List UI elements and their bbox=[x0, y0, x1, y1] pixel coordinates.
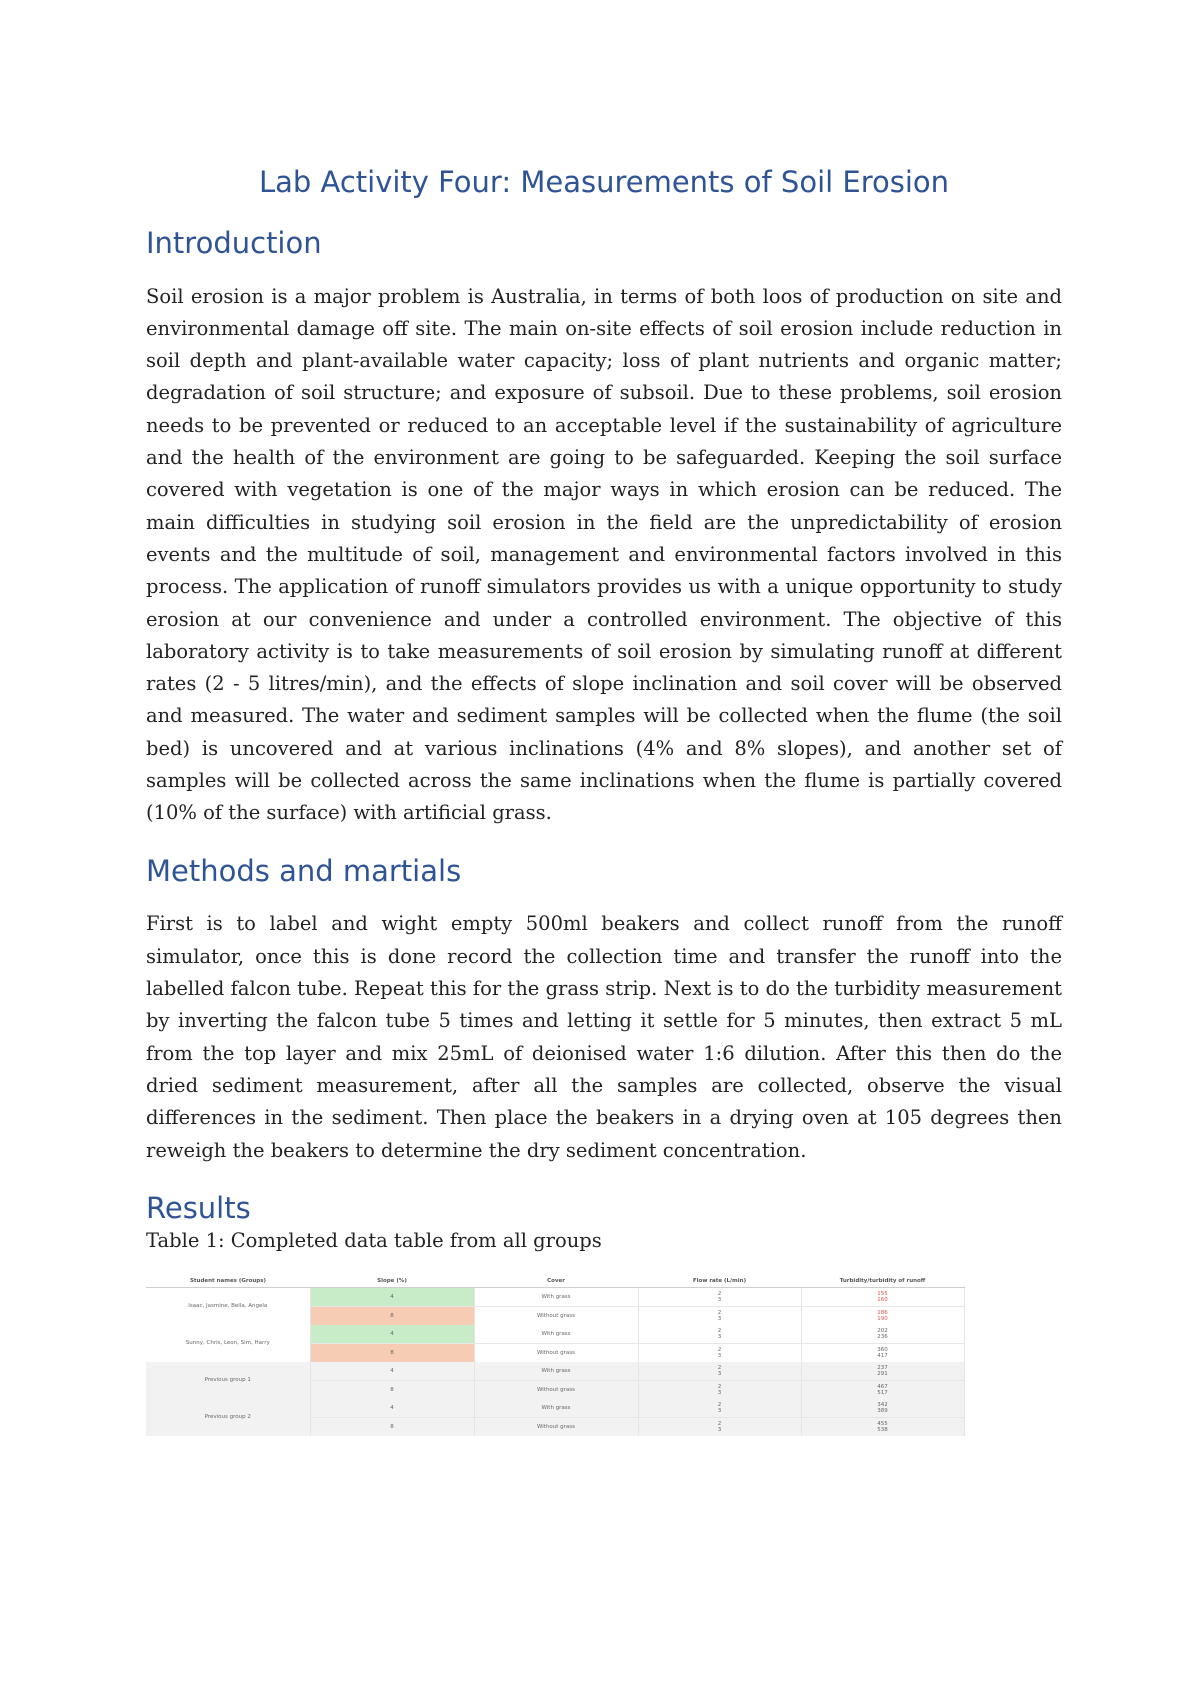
flow-rate-value: 2 bbox=[717, 1420, 722, 1427]
turbidity-value: 342 bbox=[877, 1401, 888, 1408]
flow-rate-cell bbox=[638, 1306, 801, 1325]
turbidity-value: 237 bbox=[877, 1364, 888, 1371]
header-student-names: Student names (Groups) bbox=[146, 1276, 310, 1288]
slope-cell: 4 bbox=[310, 1399, 474, 1418]
turbidity-value: 160 bbox=[877, 1296, 888, 1303]
turbidity-value: 417 bbox=[877, 1352, 888, 1359]
introduction-heading: Introduction bbox=[146, 225, 322, 260]
flow-rate-value: 2 bbox=[717, 1327, 722, 1334]
table-body bbox=[146, 1287, 964, 1436]
flow-rate-value: 3 bbox=[717, 1296, 722, 1303]
turbidity-value: 291 bbox=[877, 1370, 888, 1377]
flow-rate-value: 3 bbox=[717, 1352, 722, 1359]
methods-paragraph: First is to label and wight empty 500ml beakers and collect runoff from the runoff simulator, once this is done record the collection time and transfer the runoff into the labelled falcon tube. Repeat this for the grass strip. Next is to do the turbidity measurement by inverting the falcon tube 5 times and letting it settle for 5 minutes, then extract 5 mL from the top layer and mix 25mL of deionised water 1:6 dilution. After this then do the dried sediment measurement, after all the samples are collected, observe the visual differences in the sediment. Then place the beakers in a drying oven at 105 degrees then reweigh the beakers to determine the dry sediment concentration. bbox=[146, 912, 1062, 1162]
cover-cell: With grass bbox=[474, 1325, 638, 1344]
turbidity-cell bbox=[801, 1325, 964, 1344]
header-slope: Slope (%) bbox=[310, 1276, 474, 1288]
slope-cell: 8 bbox=[310, 1343, 474, 1362]
turbidity-cell bbox=[801, 1306, 964, 1325]
turbidity-value: 236 bbox=[877, 1333, 888, 1340]
header-turbidity: Turbidity/turbidity of runoff bbox=[801, 1276, 964, 1288]
flow-rate-value: 2 bbox=[717, 1346, 722, 1353]
flow-rate-cell bbox=[638, 1399, 801, 1418]
table-row bbox=[146, 1287, 964, 1306]
results-heading: Results bbox=[146, 1190, 251, 1225]
turbidity-value: 389 bbox=[877, 1407, 888, 1414]
document-title: Lab Activity Four: Measurements of Soil Erosion bbox=[258, 165, 950, 199]
cover-cell: With grass bbox=[474, 1362, 638, 1381]
cover-cell: With grass bbox=[474, 1287, 638, 1306]
flow-rate-value: 2 bbox=[717, 1401, 722, 1408]
flow-rate-value: 3 bbox=[717, 1333, 722, 1340]
slope-cell: 8 bbox=[310, 1380, 474, 1399]
turbidity-value: 360 bbox=[877, 1346, 888, 1353]
cover-cell: Without grass bbox=[474, 1306, 638, 1325]
turbidity-value: 190 bbox=[877, 1315, 888, 1322]
results-table bbox=[146, 1276, 965, 1436]
group-name-cell: Isaac, Jasmine, Bella, Angela bbox=[146, 1287, 310, 1325]
flow-rate-cell bbox=[638, 1417, 801, 1436]
turbidity-cell bbox=[801, 1287, 964, 1306]
turbidity-value: 202 bbox=[877, 1327, 888, 1334]
document-content bbox=[146, 165, 1062, 1436]
flow-rate-value: 3 bbox=[717, 1370, 722, 1377]
table-caption: Table 1: Completed data table from all groups bbox=[146, 1228, 602, 1252]
turbidity-value: 155 bbox=[877, 1290, 888, 1297]
flow-rate-cell bbox=[638, 1287, 801, 1306]
group-name-cell: Sunny, Chris, Leon, Sim, Harry bbox=[146, 1325, 310, 1362]
cover-cell: With grass bbox=[474, 1399, 638, 1418]
turbidity-value: 538 bbox=[877, 1426, 888, 1433]
turbidity-value: 467 bbox=[877, 1383, 888, 1390]
turbidity-value: 517 bbox=[877, 1389, 888, 1396]
table-row bbox=[146, 1325, 964, 1344]
flow-rate-value: 3 bbox=[717, 1315, 722, 1322]
turbidity-cell bbox=[801, 1399, 964, 1418]
flow-rate-value: 2 bbox=[717, 1383, 722, 1390]
table-row bbox=[146, 1399, 964, 1418]
flow-rate-value: 3 bbox=[717, 1407, 722, 1414]
slope-cell: 4 bbox=[310, 1287, 474, 1306]
slope-cell: 8 bbox=[310, 1417, 474, 1436]
flow-rate-value: 2 bbox=[717, 1309, 722, 1316]
flow-rate-value: 3 bbox=[717, 1389, 722, 1396]
header-cover: Cover bbox=[474, 1276, 638, 1288]
introduction-paragraph: Soil erosion is a major problem is Australia, in terms of both loos of production on site and environmental damage off site. The main on-site effects of soil erosion include reduction in soil depth and plant-available water capacity; loss of plant nutrients and organic matter; degradation of soil structure; and exposure of subsoil. Due to these problems, soil erosion needs to be prevented or reduced to an acceptable level if the sustainability of agriculture and the health of the environment are going to be safeguarded. Keeping the soil surface covered with vegetation is one of the major ways in which erosion can be reduced. The main difficulties in studying soil erosion in the field are the unpredictability of erosion events and the multitude of soil, management and environmental factors involved in this process. The application of runoff simulators provides us with a unique opportunity to study erosion at our convenience and under a controlled environment. The objective of this laboratory activity is to take measurements of soil erosion by simulating runoff at different rates (2 - 5 litres/min), and the effects of slope inclination and soil cover will be observed and measured. The water and sediment samples will be collected when the flume (the soil bed) is uncovered and at various inclinations (4% and 8% slopes), and another set of samples will be collected across the same inclinations when the flume is partially covered (10% of the surface) with artificial grass. bbox=[146, 284, 1062, 825]
slope-cell: 8 bbox=[310, 1306, 474, 1325]
turbidity-cell bbox=[801, 1343, 964, 1362]
turbidity-value: 186 bbox=[877, 1309, 888, 1316]
flow-rate-cell bbox=[638, 1362, 801, 1381]
flow-rate-value: 3 bbox=[717, 1426, 722, 1433]
cover-cell: Without grass bbox=[474, 1417, 638, 1436]
group-name-cell: Previous group 1 bbox=[146, 1362, 310, 1399]
flow-rate-cell bbox=[638, 1325, 801, 1344]
turbidity-cell bbox=[801, 1417, 964, 1436]
turbidity-value: 455 bbox=[877, 1420, 888, 1427]
cover-cell: Without grass bbox=[474, 1380, 638, 1399]
header-flow-rate: Flow rate (L/min) bbox=[638, 1276, 801, 1288]
turbidity-cell bbox=[801, 1380, 964, 1399]
group-name-cell: Previous group 2 bbox=[146, 1399, 310, 1436]
flow-rate-cell bbox=[638, 1380, 801, 1399]
slope-cell: 4 bbox=[310, 1325, 474, 1344]
cover-cell: Without grass bbox=[474, 1343, 638, 1362]
methods-heading: Methods and martials bbox=[146, 853, 462, 888]
flow-rate-value: 2 bbox=[717, 1290, 722, 1297]
flow-rate-cell bbox=[638, 1343, 801, 1362]
turbidity-cell bbox=[801, 1362, 964, 1381]
table-row bbox=[146, 1362, 964, 1381]
slope-cell: 4 bbox=[310, 1362, 474, 1381]
table-header-row bbox=[146, 1276, 964, 1288]
flow-rate-value: 2 bbox=[717, 1364, 722, 1371]
